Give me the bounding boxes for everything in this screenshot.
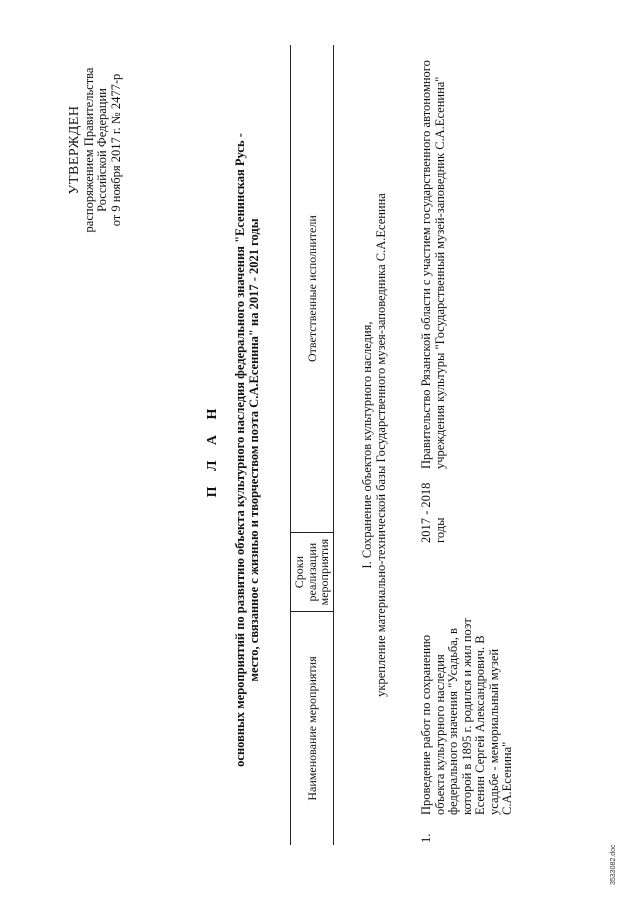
document-id: 3533082.doc (610, 844, 617, 885)
plan-heading: П Л А Н (205, 402, 220, 498)
header-term: Сроки реализации мероприятия (291, 533, 334, 612)
title-line: основных мероприятий по развитию объекта культурного наследия федерального значения "Есенинская Русь - (233, 133, 247, 767)
header-executors: Ответственные исполнители (291, 45, 334, 533)
header-name: Наименование мероприятия (291, 612, 334, 845)
plan-table-header (290, 45, 334, 845)
section-line: I. Сохранение объектов культурного наследия, (360, 321, 374, 569)
approval-line: распоряжением Правительства (81, 67, 96, 233)
approval-line: Российской Федерации (95, 88, 109, 212)
section-line: укрепление материально-технической базы Государственного музея-заповедника С.А.Есенина (374, 193, 388, 697)
row-term: 2017 - 2018 годы (419, 482, 447, 543)
document-title (205, 35, 261, 865)
approval-heading: УТВЕРЖДЕН (67, 105, 82, 195)
row-executors: Правительство Рязанской области с участием государственного автономного учреждения культуры "Государственный музей-заповедник С.А.Есенина" (419, 60, 447, 469)
approval-line: от 9 ноября 2017 г. № 2477-р (108, 73, 123, 227)
row-activity: Проведение работ по сохранению объекта культурного наследия федерального значения "Усадьба, в которой в 1895 г. родился и жил поэт Есенин Сергей Александрович. В усадьбе - мемориальный музей С.А.Есенина" (419, 618, 514, 815)
approval-stamp (68, 20, 123, 280)
title-line: место, связанное с жизнью и творчеством поэта С.А.Есенина" на 2017 - 2021 годы (247, 218, 261, 682)
section-heading (360, 45, 388, 845)
row-number: 1. (419, 833, 433, 843)
